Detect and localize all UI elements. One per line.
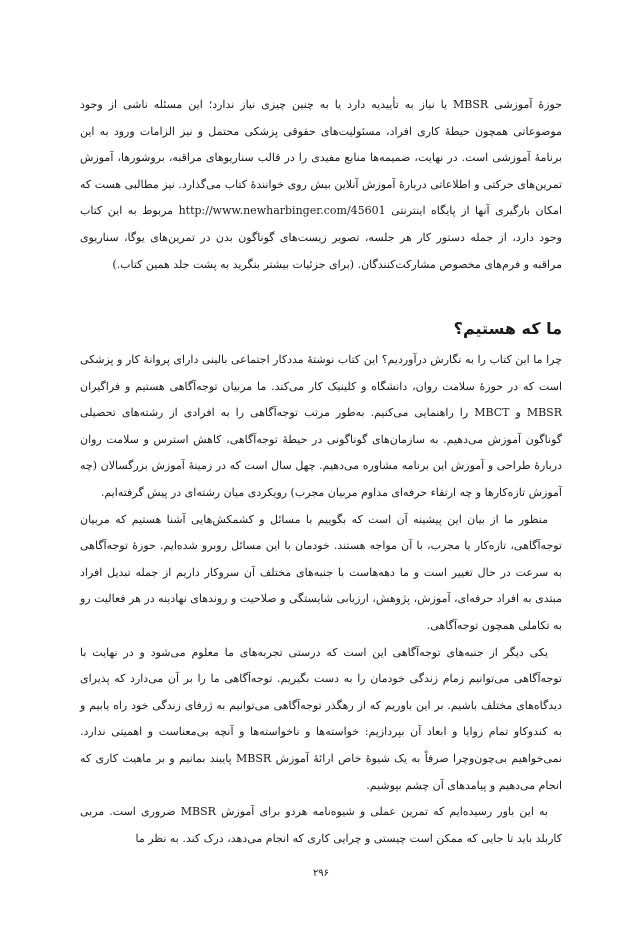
page-number: ۲۹۶ <box>312 868 330 879</box>
paragraph-background: منظور ما از بیان این پیشینه آن است که بگوییم با مسائل و کشمکش‌هایی آشنا هستیم که مربیان توجه‌آگاهی، تازه‌کار یا مجرب، با آن مواجه هستند. خودمان با این مسائل روبرو شده‌ایم. حوزهٔ توجه‌آگاهی به سرعت در حال تغییر است و ما دهه‌هاست با جنبه‌های مختلف آن سروکار داریم از جمله تبدیل افراد مبتدی به افراد حرفه‌ای، آموزش، پژوهش، ارزیابی شایستگی و صلاحیت و روندهای نهادینه در هر فعالیت رو به تکاملی همچون توجه‌آگاهی. <box>80 512 562 632</box>
paragraph-who-we-are: چرا ما این کتاب را به نگارش درآوردیم؟ این کتاب نوشتهٔ مددکار اجتماعی بالینی دارای پروانهٔ کار و پزشکی است که در حوزهٔ سلامت روان، دانشگاه و کلینیک کار می‌کند. ما مربیان توجه‌آگاهی هستیم و فراگیران MBSR و MBCT را راهنمایی می‌کنیم. به‌طور مرتب توجه‌آگاهی را به افرادی از رشته‌های تحصیلی گوناگون آموزش می‌دهیم. به سازمان‌های گوناگونی در حیطهٔ توجه‌آگاهی، کاهش استرس و سلامت روان دربارهٔ طراحی و آموزش این برنامه مشاوره می‌دهیم. چهل سال است که در زمینهٔ آموزش بزرگسالان (چه آموزش تازه‌کارها و چه ارتقاء حرفه‌ای مداوم مربیان مجرب) رویکردی میان رشته‌ای در پیش گرفته‌ایم. <box>80 353 562 499</box>
section-body <box>80 347 562 852</box>
opening-text <box>80 92 562 278</box>
paragraph-aspects: یکی دیگر از جنبه‌های توجه‌آگاهی این است که درستی تجربه‌های ما معلوم می‌شود و در نهایت با توجه‌آگاهی می‌توانیم زمام زندگی خودمان را به دست بگیریم. توجه‌آگاهی ما را بر آن می‌دارد که پذیرای دیدگاه‌های مختلف باشیم. بر این باوریم که از رهگذر توجه‌آگاهی می‌توانیم به ژرفای زندگی خود راه یابیم و به کندوکاو تمام زوایا و ابعاد آن بپردازیم: خواسته‌ها و ناخواسته‌ها و آنچه بی‌معناست و اهمیتی ندارد. نمی‌خواهیم بی‌چون‌وچرا صرفاً به یک شیوهٔ خاص ارائهٔ آموزش MBSR پایبند بمانیم و بر ماهیت کاری که انجام می‌دهیم و پیامدهای آن چشم بپوشیم. <box>80 645 563 792</box>
paragraph-ending-section: حوزهٔ آموزشی MBSR یا نیاز به تأییدیه دارد یا به چنین چیزی نیاز ندارد؛ این مسئله ناشی از وجود موضوعاتی همچون حیطهٔ کاری افراد، مسئولیت‌های حقوقی پزشکی محتمل و نیز الزامات ورود به این برنامهٔ آموزشی است. در نهایت، ضمیمه‌ها منابع مفیدی را در قالب سناریوهای مراقبه، بروشورها، آموزش تمرین‌های حرکتی و اطلاعاتی دربارهٔ آموزش آنلاین بیش روی خوانندهٔ کتاب می‌گذارد. نیز مطالبی هست که امکان بارگیری آنها از پایگاه اینترنتی http://www.newharbinger.com/45601 مربوط به این کتاب وجود دارد، از جمله دستور کار هر جلسه، تصویر زیست‌های گوناگون بدن در تمرین‌های یوگا، سناریوی مراقبه و فرم‌های مخصوص مشارکت‌کنندگان. (برای جزئیات بیشتر بنگرید به پشت جلد همین کتاب.) <box>80 98 563 271</box>
paragraph-practice: به این باور رسیده‌ایم که تمرین عملی و شیوه‌نامه هردو برای آموزش MBSR ضروری است. مربی کاربلد باید تا جایی که ممکن است چیستی و چرایی کاری که انجام می‌دهد، درک کند. به نظر ما <box>80 805 562 845</box>
section-heading: ما که هستیم؟ <box>453 319 562 338</box>
